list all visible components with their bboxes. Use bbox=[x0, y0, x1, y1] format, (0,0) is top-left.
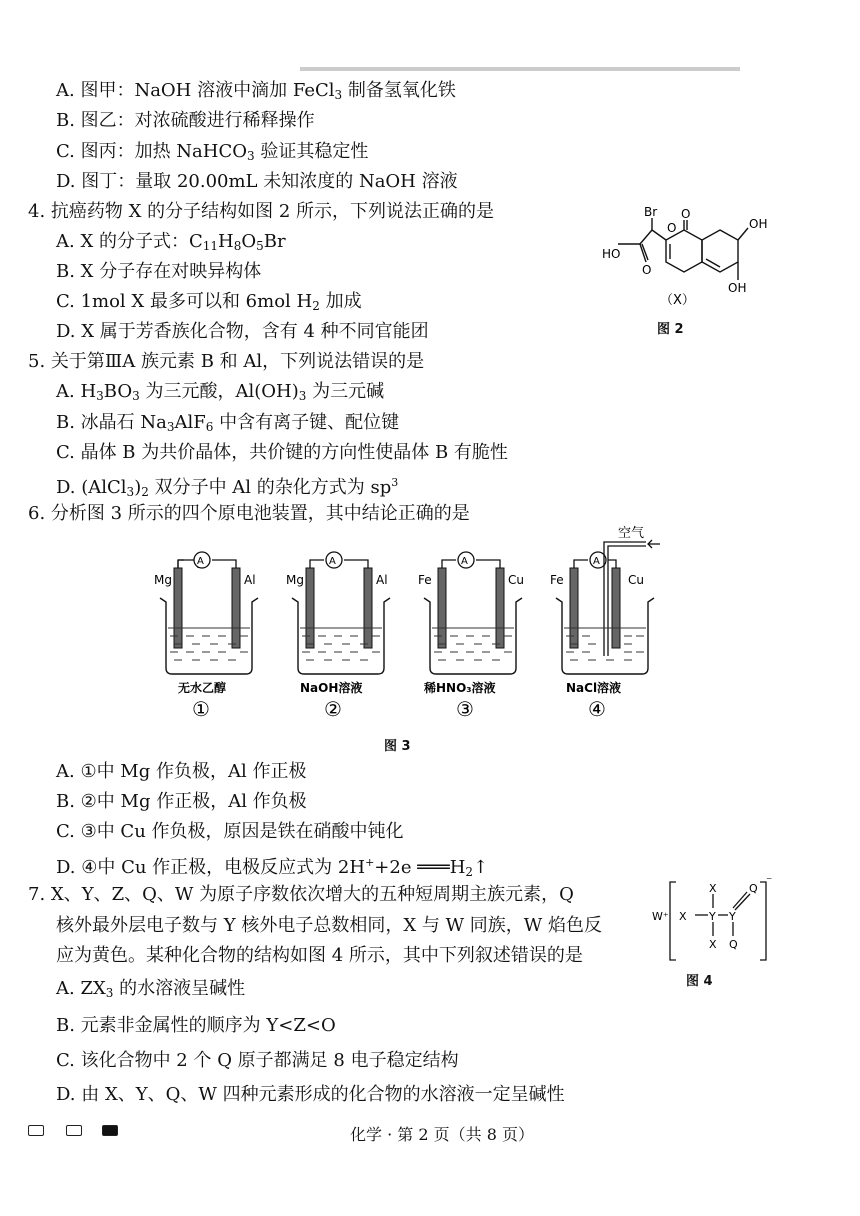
q7-option-a: A. $ZX_3$ 的水溶液呈碱性 bbox=[56, 978, 246, 1000]
figure-4-caption: 图 4 bbox=[686, 974, 713, 989]
ammeter-label: A bbox=[329, 556, 336, 567]
cell-2 bbox=[286, 552, 390, 721]
cell-2-right-electrode: Al bbox=[376, 573, 388, 587]
q6-option-d: D. ④中 Cu 作正极，电极反应式为 2H++2e $═══H_2↑$ bbox=[56, 856, 489, 879]
cell-2-left-electrode: Mg bbox=[286, 573, 304, 587]
q7-option-c: C. 该化合物中 2 个 Q 原子都满足 8 电子稳定结构 bbox=[56, 1050, 459, 1071]
cell-4-air-label: 空气 bbox=[618, 526, 645, 541]
fig4-atom-y-left: Y bbox=[709, 910, 716, 923]
ammeter-label: A bbox=[197, 556, 204, 567]
page-footer: 化学 · 第 2 页（共 8 页） bbox=[350, 1125, 534, 1144]
figure-2-molecule bbox=[598, 200, 773, 335]
figure-2-caption: 图 2 bbox=[657, 322, 684, 337]
fig4-atom-y-right: Y bbox=[729, 910, 736, 923]
cell-3-left-electrode: Fe bbox=[418, 573, 432, 587]
q4-option-c: C. 1mol X 最多可以和 6mol $H_2$ 加成 bbox=[56, 291, 362, 313]
q7-option-d: D. 由 X、Y、Q、W 四种元素形成的化合物的水溶液一定呈碱性 bbox=[56, 1084, 565, 1105]
q4-stem: 4. 抗癌药物 X 的分子结构如图 2 所示，下列说法正确的是 bbox=[28, 201, 495, 222]
q4-option-d: D. X 属于芳香族化合物，含有 4 种不同官能团 bbox=[56, 321, 429, 342]
fig2-label: （X） bbox=[660, 293, 695, 308]
cell-1-right-electrode: Al bbox=[244, 573, 256, 587]
footer-box-1 bbox=[28, 1125, 44, 1136]
fig4-charge: ⁻ bbox=[766, 873, 773, 887]
fig2-atom-ring-o: O bbox=[667, 221, 677, 235]
fig4-atom-x-left: X bbox=[679, 910, 687, 923]
fig2-atom-carbonyl-o: O bbox=[681, 207, 691, 221]
cell-1-number: ① bbox=[192, 697, 210, 721]
q3-option-d: D. 图丁：量取 20.00mL 未知浓度的 NaOH 溶液 bbox=[56, 171, 458, 192]
cell-2-number: ② bbox=[324, 697, 342, 721]
q5-option-b: B. 冰晶石 $Na_3AlF_6$ 中含有离子键、配位键 bbox=[56, 412, 400, 434]
figure-3-cells bbox=[140, 528, 680, 728]
q5-stem: 5. 关于第ⅢA 族元素 B 和 Al，下列说法错误的是 bbox=[28, 351, 425, 372]
cell-1-left-electrode: Mg bbox=[154, 573, 172, 587]
figure-4-structure bbox=[652, 872, 780, 972]
q7-stem-line-1: 7. X、Y、Z、Q、W 为原子序数依次增大的五种短周期主族元素，Q bbox=[28, 884, 574, 905]
fig2-atom-oh-bottom: OH bbox=[728, 281, 747, 295]
cell-3-solution: 稀HNO₃溶液 bbox=[424, 681, 496, 695]
fig4-atom-x-bottom: X bbox=[709, 938, 717, 951]
q4-option-a: A. X 的分子式：$C_{11}H_8O_5Br$ bbox=[56, 231, 286, 253]
fig4-atom-q-bottom: Q bbox=[729, 938, 738, 951]
q5-option-c: C. 晶体 B 为共价晶体，共价键的方向性使晶体 B 有脆性 bbox=[56, 442, 508, 463]
fig4-atom-q-top: Q bbox=[749, 882, 758, 895]
cell-4-right-electrode: Cu bbox=[628, 573, 644, 587]
ammeter-label: A bbox=[593, 556, 600, 567]
cell-2-solution: NaOH溶液 bbox=[300, 681, 363, 695]
cell-3 bbox=[418, 552, 524, 721]
cell-4 bbox=[550, 525, 660, 721]
q5-option-a: A. $H_3BO_3$ 为三元酸，$Al(OH)_3$ 为三元碱 bbox=[56, 381, 385, 403]
cell-4-solution: NaCl溶液 bbox=[566, 681, 622, 695]
footer-box-3 bbox=[102, 1125, 118, 1136]
q6-stem: 6. 分析图 3 所示的四个原电池装置，其中结论正确的是 bbox=[28, 503, 470, 524]
cell-4-left-electrode: Fe bbox=[550, 573, 564, 587]
q7-stem-line-2: 核外最外层电子数与 Y 核外电子总数相同，X 与 W 同族，W 焰色反 bbox=[56, 915, 603, 936]
cell-3-right-electrode: Cu bbox=[508, 573, 524, 587]
q3-option-a: A. 图甲：NaOH 溶液中滴加 FeCl$_3$ 制备氢氧化铁 bbox=[56, 80, 456, 102]
fig2-atom-oh-top: OH bbox=[749, 217, 768, 231]
ammeter-label: A bbox=[461, 556, 468, 567]
q3-option-c: C. 图丙：加热 NaHCO$_3$ 验证其稳定性 bbox=[56, 141, 369, 163]
q7-option-b: B. 元素非金属性的顺序为 Y<Z<O bbox=[56, 1015, 336, 1036]
cell-4-number: ④ bbox=[588, 697, 606, 721]
cell-1-solution: 无水乙醇 bbox=[178, 681, 227, 695]
fig4-atom-w: W⁺ bbox=[652, 910, 669, 923]
q6-option-a: A. ①中 Mg 作负极，Al 作正极 bbox=[56, 761, 307, 782]
fig2-atom-ho: HO bbox=[602, 247, 621, 261]
cell-3-number: ③ bbox=[456, 697, 474, 721]
fig2-atom-acid-o: O bbox=[642, 263, 652, 277]
q6-option-c: C. ③中 Cu 作负极，原因是铁在硝酸中钝化 bbox=[56, 821, 404, 842]
figure-3-caption: 图 3 bbox=[384, 739, 411, 754]
q4-option-b: B. X 分子存在对映异构体 bbox=[56, 261, 262, 282]
cell-1 bbox=[154, 552, 258, 721]
q7-stem-line-3: 应为黄色。某种化合物的结构如图 4 所示，其中下列叙述错误的是 bbox=[56, 945, 583, 966]
q5-option-d: D. $(AlCl_3)_2$ 双分子中 Al 的杂化方式为 $sp^3$ bbox=[56, 476, 399, 499]
q3-option-b: B. 图乙：对浓硫酸进行稀释操作 bbox=[56, 110, 315, 131]
fig2-atom-br: Br bbox=[644, 205, 658, 219]
scanned-header-strip bbox=[300, 58, 740, 68]
fig4-atom-x-top: X bbox=[709, 882, 717, 895]
q6-option-b: B. ②中 Mg 作正极，Al 作负极 bbox=[56, 791, 307, 812]
footer-box-2 bbox=[66, 1125, 82, 1136]
